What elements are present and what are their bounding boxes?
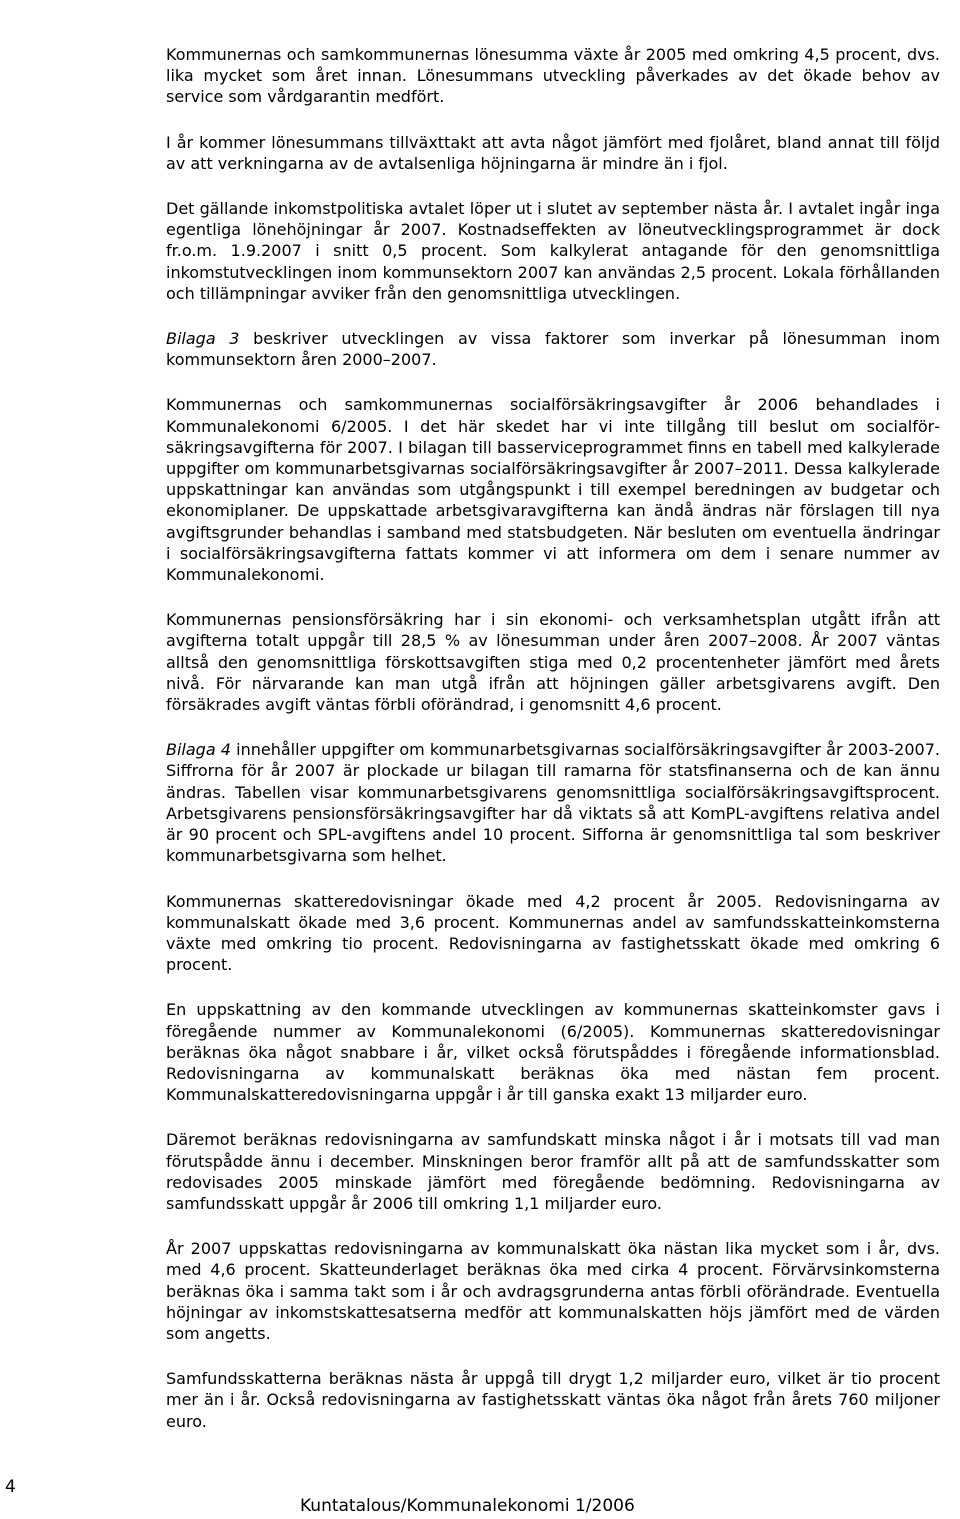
- document-body: [166, 44, 940, 1456]
- bilaga-3-text: beskriver utvecklingen av vissa faktorer som inverkar på lönesumman inom kommunsektorn åren 2000–2007.: [166, 329, 940, 370]
- paragraph-bilaga-4: [166, 739, 940, 866]
- bilaga-4-reference: Bilaga 4: [166, 740, 231, 760]
- bilaga-3-reference: Bilaga 3: [166, 329, 240, 349]
- publication-footer: Kuntatalous/Kommunalekonomi 1/2006: [300, 1496, 635, 1516]
- paragraph-pensionsforsakring: Kommunernas pensionsförsäkring har i sin ekonomi- och verksamhetsplan utgått ifrån att avgifterna totalt uppgår till 28,5 % av lönesumman under åren 2007–2008. År 2007 väntas alltså den genomsnittliga förskottsavgiften stiga med 0,2 procentenheter jämfört med årets nivå. För närvarande kan man utgå ifrån att höjningen gäller arbetsgivarens avgift. Den försäkrades avgift väntas förbli oförändrad, i genomsnitt 4,6 procent.: [166, 610, 940, 715]
- page-number: 4: [5, 1477, 16, 1497]
- paragraph-uppskattning-skatteinkomster: En uppskattning av den kommande utvecklingen av kommunernas skatteinkomster gavs i föregående nummer av Kommunalekonomi (6/2005). Kommunernas skatteredovisningar beräknas öka något snabbare i år, vilket också förutspåddes i föregående informationsblad. Redovisningarna av kommunalskatt beräknas öka med nästan fem procent. Kommunalskatteredovisningarna uppgår i år till ganska exakt 13 miljarder euro.: [166, 1000, 940, 1105]
- paragraph-bilaga-3: [166, 328, 940, 370]
- paragraph-skatteredovisningar-2005: Kommunernas skatteredovisningar ökade med 4,2 procent år 2005. Redovisningarna av kommunalskatt ökade med 3,6 procent. Kommunernas andel av samfundsskatteinkomsterna växte med omkring tio procent. Redovisningarna av fastighetsskatt ökade med omkring 6 procent.: [166, 891, 940, 975]
- paragraph-socialforsakringsavgifter: Kommunernas och samkommunernas socialförsäkringsavgifter år 2006 behandlades i Kommunalekonomi 6/2005. I det här skedet har vi inte tillgång till beslut om socialförsäkringsavgifterna för 2007. I bilagan till basserviceprogrammet finns en tabell med kalkylerade uppgifter om kommunarbetsgivarnas socialförsäkringsavgifter år 2007–2011. Dessa kalkylerade uppskattningar kan användas som utgångspunkt i till exempel beredningen av budgetar och ekonomiplaner. De uppskattade arbetsgivaravgifterna kan ändå ändras när förslagen till nya avgiftsgrunder behandlas i samband med statsbudgeten. När besluten om eventuella ändringar i socialförsäkringsavgifterna fattats kommer vi att informera om dem i senare nummer av Kommunalekonomi.: [166, 395, 940, 585]
- paragraph-samfundsskatter-nasta-ar: Samfundsskatterna beräknas nästa år uppgå till drygt 1,2 miljarder euro, vilket är tio procent mer än i år. Också redovisningarna av fastighetsskatt väntas öka något från årets 760 miljoner euro.: [166, 1369, 940, 1431]
- paragraph-inkomstpolitiska-avtalet: Det gällande inkomstpolitiska avtalet löper ut i slutet av september nästa år. I avtalet ingår inga egentliga lönehöjningar år 2007. Kostnadseffekten av löneutvecklingsprogrammet är dock fr.o.m. 1.9.2007 i snitt 0,5 procent. Som kalkylerat antagande för den genomsnittliga inkomstutvecklingen inom kommunsektorn 2007 kan användas 2,5 procent. Lokala förhållanden och tillämpningar avviker från den genomsnittliga utvecklingen.: [166, 199, 940, 303]
- paragraph-tillvaxttakt: I år kommer lönesummans tillväxttakt att avta något jämfört med fjolåret, bland annat till följd av att verkningarna av de avtalsenliga höjningarna är mindre än i fjol.: [166, 132, 940, 173]
- bilaga-4-text: innehåller uppgifter om kommunarbetsgivarnas socialförsäkringsavgifter år 2003-2007. Siffrorna för år 2007 är plockade ur bilagan till ramarna för statsfinanserna och de kan ännu ändras. Tabellen visar kommunarbetsgivarens genomsnittliga socialförsäkringsavgiftsprocent. Arbetsgivarens pensionsförsäkringsavgifter har då viktats så att KomPL-avgiftens relativa andel är 90 procent och SPL-avgiftens andel 10 procent. Sifforna är genomsnittliga tal som beskriver kommunarbetsgivarna som helhet.: [166, 740, 940, 866]
- paragraph-kommunalskatt-2007: År 2007 uppskattas redovisningarna av kommunalskatt öka nästan lika mycket som i år, dvs. med 4,6 procent. Skatteunderlaget beräknas öka med cirka 4 procent. Förvärvsinkomsterna beräknas öka i samma takt som i år och avdragsgrunderna antas förbli oförändrade. Eventuella höjningar av inkomstskattesatserna medför att kommunalskatten höjs jämfört med de värden som angetts.: [166, 1239, 940, 1343]
- paragraph-samfundskatt-minskning: Däremot beräknas redovisningarna av samfundskatt minska något i år i motsats till vad man förutspådde ännu i december. Minskningen beror framför allt på att de samfundsskatter som redovisades 2005 minskade jämfört med föregående bedömning. Redovisningarna av samfundsskatt uppgår år 2006 till omkring 1,1 miljarder euro.: [166, 1130, 940, 1213]
- paragraph-lonesumma-2005: Kommunernas och samkommunernas lönesumma växte år 2005 med omkring 4,5 procent, dvs. lika mycket som året innan. Lönesummans utveckling påverkades av det ökade behov av service som vårdgarantin medfört.: [166, 45, 940, 107]
